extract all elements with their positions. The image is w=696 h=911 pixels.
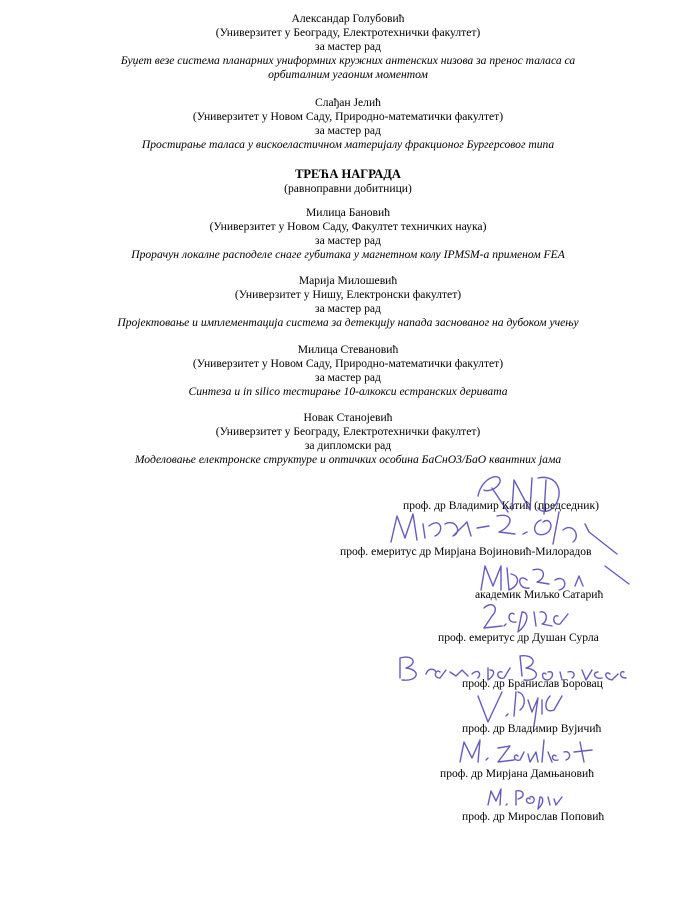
signature-popovic <box>482 783 572 811</box>
entry-thesis-title: Моделовање електронске структуре и оптичких особина БаСнО3/БаО квантних јама <box>134 453 562 466</box>
committee-member-surla: проф. емеритус др Душан Сурла <box>438 631 599 644</box>
committee-member-damnjanovic: проф. др Мирјана Дамњановић <box>440 767 595 780</box>
entry-thesis-type: за дипломски рад <box>304 439 392 452</box>
entry-thesis-type: за мастер рад <box>315 40 381 53</box>
entry-thesis-title: Пројектовање и имплементација система за детекцију напада заснованог на дубоком учењу <box>117 316 579 329</box>
signature-vojinovic-miloradov <box>385 502 635 562</box>
entry-milosevic <box>0 274 696 330</box>
entry-thesis-type: за мастер рад <box>315 302 381 315</box>
signature-surla <box>478 598 578 634</box>
entry-institution: (Универзитет у Београду, Електротехнички факултет) <box>215 26 481 39</box>
entry-thesis-type: за мастер рад <box>315 234 381 247</box>
committee-member-katic: проф. др Владимир Катић (председник) <box>403 499 599 512</box>
signature-damnjanovic <box>452 732 612 772</box>
signature-sataric <box>475 560 645 600</box>
entry-thesis-title: Буџет везе система планарних униформних кружних антенских низова за пренос таласа са <box>120 54 576 67</box>
entry-institution: (Универзитет у Београду, Електротехнички факултет) <box>215 425 481 438</box>
entry-institution: (Универзитет у Новом Саду, Факултет техничких наука) <box>209 220 487 233</box>
entry-stevanovic <box>0 343 696 399</box>
entry-thesis-title-continued: орбиталним угаоним моментом <box>268 68 428 81</box>
entry-thesis-title: Синтеза и in silico тестирање 10-алкокси естранских деривата <box>188 385 508 398</box>
entry-name: Марија Милошевић <box>298 274 398 287</box>
committee-member-vujicic: проф. др Владимир Вујичић <box>462 722 602 735</box>
entry-name: Александар Голубовић <box>291 12 405 25</box>
award-subtitle: (равноправни добитници) <box>284 182 412 195</box>
award-title: ТРЕЋА НАГРАДА <box>295 167 401 181</box>
entry-name: Новак Станојевић <box>303 411 393 424</box>
entry-thesis-type: за мастер рад <box>315 124 381 137</box>
committee-member-sataric: академик Миљко Сатарић <box>475 588 604 601</box>
entry-golubovic <box>0 12 696 82</box>
committee-member-vojinovic-miloradov: проф. емеритус др Мирјана Војиновић-Милорадов <box>340 545 592 558</box>
entry-jelic <box>0 96 696 152</box>
entry-thesis-title: Прорачун локалне расподеле снаге губитака у магнетном колу IPMSM-а применом FEA <box>131 248 565 261</box>
third-award-heading <box>0 167 696 196</box>
entry-banovic <box>0 206 696 262</box>
entry-name: Милица Бановић <box>305 206 391 219</box>
entry-institution: (Универзитет у Новом Саду, Природно-математички факултет) <box>192 357 504 370</box>
entry-thesis-title: Простирање таласа у вискоеластичном материјалу фракционог Бургерсовог типа <box>141 138 555 151</box>
entry-name: Милица Стевановић <box>297 343 399 356</box>
committee-member-borovac: проф. др Бранислав Боровац <box>462 677 603 690</box>
signature-borovac <box>392 650 662 690</box>
committee-member-popovic: проф. др Мирослав Поповић <box>462 810 605 823</box>
entry-institution: (Универзитет у Новом Саду, Природно-математички факултет) <box>192 110 504 123</box>
entry-thesis-type: за мастер рад <box>315 371 381 384</box>
entry-name: Слађан Јелић <box>315 96 381 109</box>
entry-institution: (Универзитет у Нишу, Електронски факултет) <box>234 288 462 301</box>
signature-vujicic <box>472 686 582 730</box>
entry-stanojevic <box>0 411 696 467</box>
